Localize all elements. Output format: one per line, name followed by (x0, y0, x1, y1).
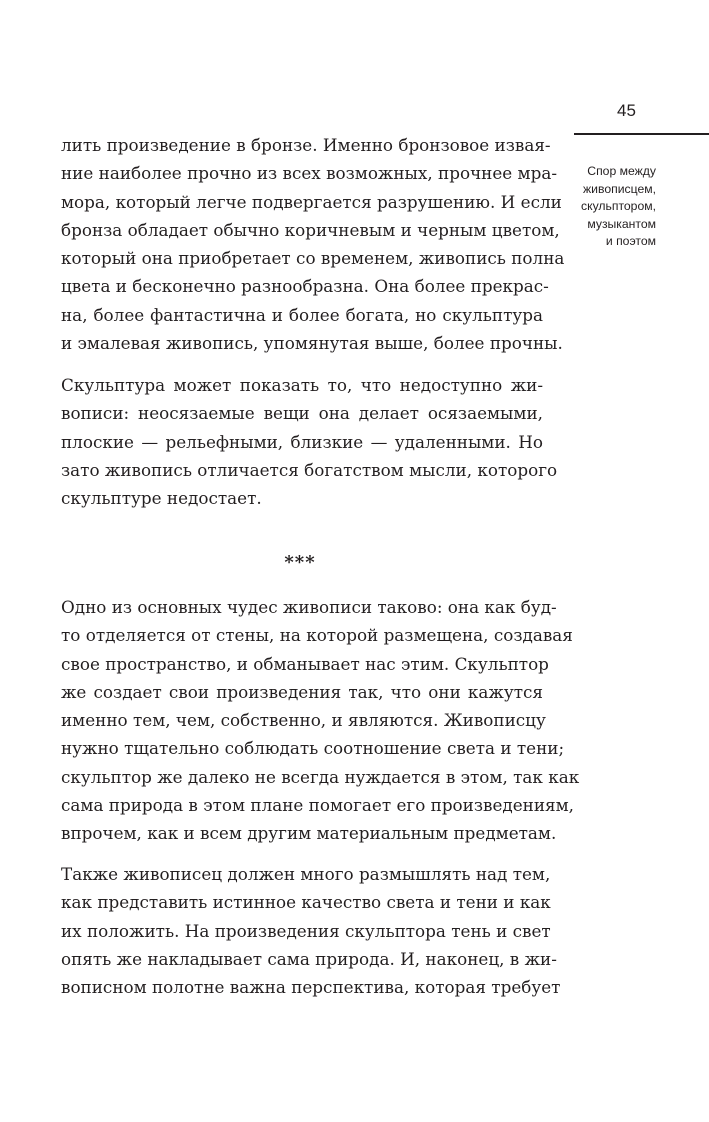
text-line: сама природа в этом плане помогает его произведениям, (61, 795, 574, 816)
paragraph-1 (61, 131, 565, 357)
text-line: впрочем, как и всем другим материальным предметам. (61, 823, 557, 844)
text-line: Одно из основных чудес живописи таково: она как буд- (61, 597, 557, 617)
text-line: нужно тщательно соблюдать соотношение света и тени; (61, 738, 565, 759)
text-line: вописном полотне важна перспектива, которая требует (61, 977, 561, 998)
text-line: вописи: неосязаемые вещи она делает осязаемыми, (61, 403, 543, 424)
page-number: 45 (617, 101, 636, 120)
running-head-line: живописцем, (583, 181, 656, 196)
text-line: именно тем, чем, собственно, и являются. Живописцу (61, 710, 546, 731)
text-line: же создает свои произведения так, что они кажутся (61, 681, 543, 702)
text-line: то отделяется от стены, на которой размещена, создавая (61, 625, 573, 646)
text-line: зато живопись отличается богатством мысли, которого (61, 459, 558, 480)
text-line: цвета и бесконечно разнообразна. Она более прекрас- (61, 276, 549, 297)
text-line: их положить. На произведения скульптора тень и свет (61, 920, 551, 941)
text-line: ние наиболее прочно из всех возможных, прочнее мра- (61, 163, 558, 184)
text-line: лить произведение в бронзе. Именно бронзовое извая- (61, 135, 551, 155)
text-line: свое пространство, и обманывает нас этим. Скульптор (61, 653, 549, 674)
text-line: скульптуре недостает. (61, 488, 262, 509)
text-line: Также живописец должен много размышлять над тем, (61, 864, 551, 884)
text-line: как представить истинное качество света и тени и как (61, 892, 551, 913)
paragraph-3 (61, 593, 580, 848)
text-line: скульптор же далеко не всегда нуждается в этом, так как (61, 766, 580, 787)
running-head-line: Спор между (587, 164, 656, 178)
text-line: который она приобретает со временем, живопись полна (61, 248, 565, 269)
text-line: плоские — рельефными, близкие — удаленными. Но (61, 431, 543, 452)
running-head (550, 163, 656, 251)
text-line: и эмалевая живопись, упомянутая выше, более прочны. (61, 333, 563, 354)
text-line: Скульптура может показать то, что недоступно жи- (61, 375, 543, 395)
paragraph-4 (61, 860, 561, 1001)
text-line: бронза обладает обычно коричневым и черным цветом, (61, 219, 560, 240)
text-line: опять же накладывает сама природа. И, наконец, в жи- (61, 948, 557, 969)
header-rule (574, 133, 709, 135)
running-head-line: и поэтом (605, 234, 656, 249)
running-head-line: музыкантом (587, 216, 656, 231)
paragraph-2 (61, 371, 558, 512)
section-separator: *** (284, 552, 316, 573)
running-head-line: скульптором, (581, 199, 656, 214)
text-line: на, более фантастична и более богата, но скульптура (61, 304, 543, 325)
text-line: мора, который легче подвергается разрушению. И если (61, 191, 562, 212)
